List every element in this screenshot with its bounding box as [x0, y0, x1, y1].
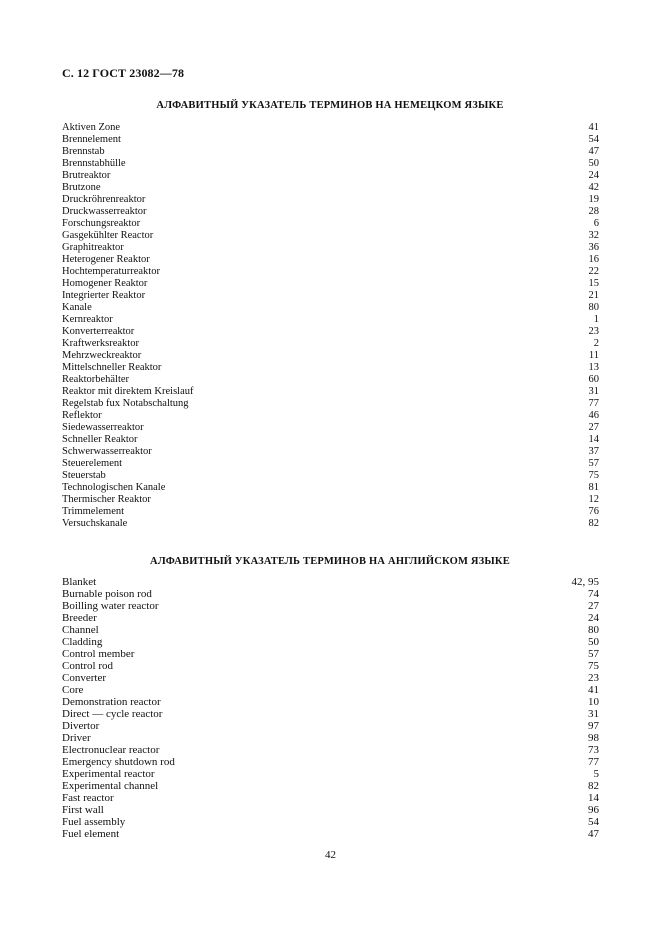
index-term-number: 12 [588, 494, 599, 505]
index-term-number: 10 [588, 696, 599, 708]
index-term: Divertor [62, 720, 100, 732]
index-entry [62, 600, 599, 612]
index-term: Channel [62, 624, 99, 636]
index-entry [62, 290, 599, 302]
index-entry [62, 230, 599, 242]
index-entry [62, 314, 599, 326]
index-entry [62, 422, 599, 434]
index-term: Druckwasserreaktor [62, 206, 147, 217]
index-entry [62, 458, 599, 470]
index-term-number: 98 [588, 732, 599, 744]
index-term: Kraftwerksreaktor [62, 338, 139, 349]
index-term-number: 5 [593, 768, 599, 780]
page-header: С. 12 ГОСТ 23082—78 [62, 66, 185, 80]
index-entry [62, 302, 599, 314]
index-entry [62, 398, 599, 410]
index-entry [62, 482, 599, 494]
index-term: Electronuclear reactor [62, 744, 160, 756]
index-entry [62, 170, 599, 182]
index-term-number: 42, 95 [571, 576, 599, 588]
index-entry [62, 720, 599, 732]
index-term: Driver [62, 732, 91, 744]
index-entry [62, 254, 599, 266]
index-term-number: 27 [588, 422, 599, 433]
index-term: Brutzone [62, 182, 101, 193]
index-term-number: 32 [588, 230, 599, 241]
index-term-number: 75 [588, 660, 599, 672]
english-section-title: АЛФАВИТНЫЙ УКАЗАТЕЛЬ ТЕРМИНОВ НА АНГЛИЙСКОМ ЯЗЫКЕ [150, 556, 510, 567]
index-term: Hochtemperaturreaktor [62, 266, 160, 277]
index-term: Forschungsreaktor [62, 218, 141, 229]
index-entry [62, 612, 599, 624]
index-term-number: 41 [588, 684, 599, 696]
index-term-number: 42 [588, 182, 599, 193]
index-term-number: 16 [588, 254, 599, 265]
index-term: Kernreaktor [62, 314, 113, 325]
index-term: Trimmelement [62, 506, 125, 517]
index-entry [62, 744, 599, 756]
index-term-number: 31 [588, 708, 599, 720]
index-entry [62, 122, 599, 134]
page-number: 42 [325, 849, 336, 861]
index-term-number: 97 [588, 720, 599, 732]
index-entry [62, 158, 599, 170]
german-term-list [62, 122, 599, 530]
index-term-number: 54 [588, 816, 599, 828]
index-entry [62, 696, 599, 708]
index-term-number: 41 [588, 122, 599, 133]
index-entry [62, 410, 599, 422]
index-term: Steuerelement [62, 458, 123, 469]
index-term-number: 50 [588, 158, 599, 169]
index-entry [62, 182, 599, 194]
index-term: Breeder [62, 612, 97, 624]
index-term-number: 60 [588, 374, 599, 385]
index-term: Cladding [62, 636, 103, 648]
index-entry [62, 624, 599, 636]
index-term: Schwerwasserreaktor [62, 446, 152, 457]
index-term-number: 19 [588, 194, 599, 205]
index-term: Converter [62, 672, 106, 684]
index-entry [62, 588, 599, 600]
index-entry [62, 684, 599, 696]
index-term-number: 47 [588, 146, 599, 157]
index-term-number: 14 [588, 434, 599, 445]
index-term: Gasgekühlter Reactor [62, 230, 154, 241]
index-term: Brutreaktor [62, 170, 111, 181]
index-entry [62, 780, 599, 792]
index-entry [62, 326, 599, 338]
index-entry [62, 506, 599, 518]
index-term: Versuchskanale [62, 518, 128, 529]
index-entry [62, 816, 599, 828]
index-term-number: 76 [588, 506, 599, 517]
index-term: Control member [62, 648, 135, 660]
index-entry [62, 194, 599, 206]
index-term-number: 96 [588, 804, 599, 816]
index-entry [62, 576, 599, 588]
index-term-number: 15 [588, 278, 599, 289]
index-term-number: 13 [588, 362, 599, 373]
index-term: Integrierter Reaktor [62, 290, 146, 301]
index-term-number: 82 [588, 780, 599, 792]
index-entry [62, 708, 599, 720]
english-term-list [62, 576, 599, 840]
index-entry [62, 672, 599, 684]
index-term: Burnable poison rod [62, 588, 152, 600]
index-term: Brennelement [62, 134, 121, 145]
index-term: Direct — cycle reactor [62, 708, 163, 720]
index-term: Experimental channel [62, 780, 159, 792]
index-term: Mehrzweckreaktor [62, 350, 142, 361]
index-entry [62, 386, 599, 398]
index-entry [62, 518, 599, 530]
index-term-number: 23 [588, 672, 599, 684]
index-term-number: 75 [588, 470, 599, 481]
index-term: Experimental reactor [62, 768, 155, 780]
index-term: Reflektor [62, 410, 102, 421]
index-term: Aktiven Zone [62, 122, 121, 133]
index-entry [62, 446, 599, 458]
index-entry [62, 732, 599, 744]
index-term: Homogener Reaktor [62, 278, 148, 289]
index-entry [62, 804, 599, 816]
index-entry [62, 792, 599, 804]
index-term: Reaktor mit direktem Kreislauf [62, 386, 194, 397]
index-term-number: 73 [588, 744, 599, 756]
index-term-number: 22 [588, 266, 599, 277]
index-term-number: 21 [588, 290, 599, 301]
index-entry [62, 206, 599, 218]
index-term: Siedewasserreaktor [62, 422, 144, 433]
index-entry [62, 218, 599, 230]
index-entry [62, 434, 599, 446]
index-entry [62, 146, 599, 158]
index-term-number: 50 [588, 636, 599, 648]
index-term-number: 37 [588, 446, 599, 457]
index-term: Graphitreaktor [62, 242, 124, 253]
index-term-number: 81 [588, 482, 599, 493]
index-term: Demonstration reactor [62, 696, 161, 708]
index-term: Technologischen Kanale [62, 482, 166, 493]
index-term-number: 57 [588, 458, 599, 469]
index-term: Emergency shutdown rod [62, 756, 175, 768]
index-term-number: 57 [588, 648, 599, 660]
index-term: Boilling water reactor [62, 600, 159, 612]
index-term: Druckröhrenreaktor [62, 194, 146, 205]
index-term-number: 27 [588, 600, 599, 612]
index-term: Konverterreaktor [62, 326, 135, 337]
index-term: Brennstab [62, 146, 105, 157]
index-entry [62, 266, 599, 278]
index-term: Kanale [62, 302, 92, 313]
index-term: Mittelschneller Reaktor [62, 362, 162, 373]
index-term: Brennstabhülle [62, 158, 126, 169]
index-term-number: 31 [588, 386, 599, 397]
index-entry [62, 350, 599, 362]
index-term-number: 6 [593, 218, 599, 229]
index-term-number: 82 [588, 518, 599, 529]
index-term-number: 77 [588, 756, 599, 768]
index-entry [62, 134, 599, 146]
index-term-number: 14 [588, 792, 599, 804]
index-term: Regelstab fux Notabschaltung [62, 398, 189, 409]
index-term: Steuerstab [62, 470, 106, 481]
index-term: Reaktorbehälter [62, 374, 130, 385]
index-term-number: 77 [588, 398, 599, 409]
index-entry [62, 768, 599, 780]
index-term-number: 24 [588, 612, 599, 624]
index-term-number: 1 [593, 314, 599, 325]
index-entry [62, 660, 599, 672]
index-term-number: 11 [588, 350, 599, 361]
index-entry [62, 648, 599, 660]
index-term-number: 80 [588, 624, 599, 636]
index-term-number: 24 [588, 170, 599, 181]
index-term-number: 74 [588, 588, 599, 600]
index-term-number: 36 [588, 242, 599, 253]
index-term: Heterogener Reaktor [62, 254, 150, 265]
index-term-number: 23 [588, 326, 599, 337]
index-term-number: 80 [588, 302, 599, 313]
index-entry [62, 828, 599, 840]
index-entry [62, 494, 599, 506]
index-term-number: 54 [588, 134, 599, 145]
index-entry [62, 636, 599, 648]
index-term-number: 47 [588, 828, 599, 840]
index-term: First wall [62, 804, 104, 816]
index-term: Fast reactor [62, 792, 114, 804]
index-entry [62, 756, 599, 768]
index-term: Fuel assembly [62, 816, 126, 828]
index-entry [62, 278, 599, 290]
index-term-number: 28 [588, 206, 599, 217]
index-entry [62, 242, 599, 254]
german-section-title: АЛФАВИТНЫЙ УКАЗАТЕЛЬ ТЕРМИНОВ НА НЕМЕЦКОМ ЯЗЫКЕ [156, 100, 504, 111]
index-entry [62, 374, 599, 386]
index-entry [62, 362, 599, 374]
index-entry [62, 338, 599, 350]
index-term: Blanket [62, 576, 97, 588]
index-term: Schneller Reaktor [62, 434, 138, 445]
index-term: Thermischer Reaktor [62, 494, 151, 505]
index-term: Fuel element [62, 828, 120, 840]
index-entry [62, 470, 599, 482]
index-term-number: 46 [588, 410, 599, 421]
index-term: Control rod [62, 660, 114, 672]
index-term: Core [62, 684, 84, 696]
index-term-number: 2 [593, 338, 599, 349]
